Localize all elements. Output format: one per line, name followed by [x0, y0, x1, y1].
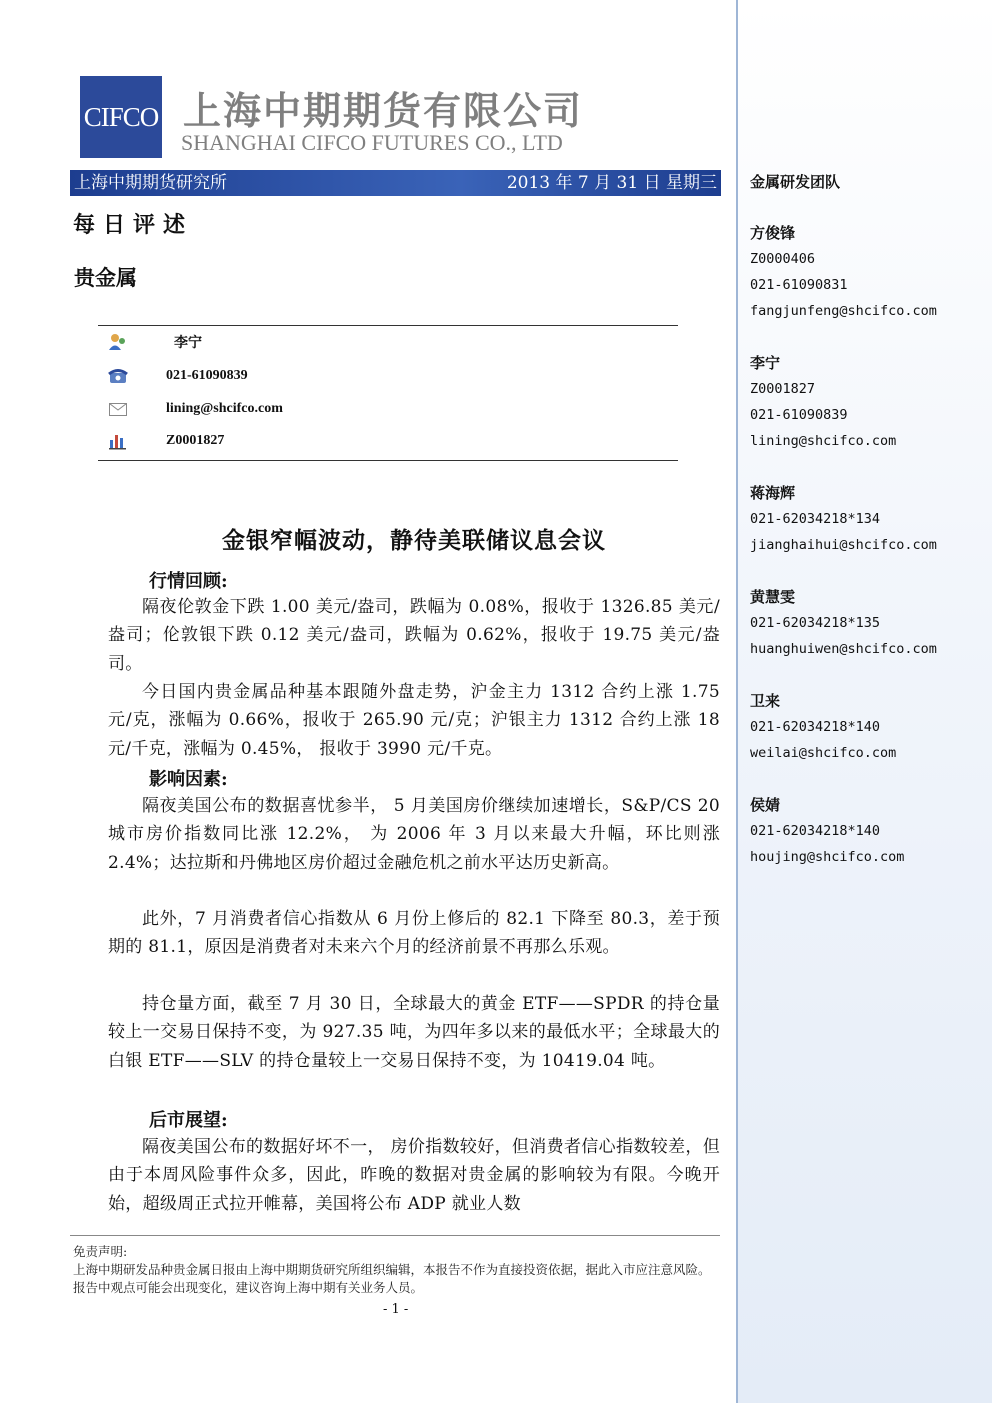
contact-card — [750, 584, 937, 662]
disclaimer-text: 上海中期研发品种贵金属日报由上海中期期货研究所组织编辑，本报告不作为直接投资依据，据此入市应注意风险。报告中观点可能会出现变化，建议咨询上海中期有关业务人员。 — [73, 1262, 711, 1295]
report-date: 2013 年 7 月 31 日 星期三 — [506, 173, 717, 193]
contact-name: 李宁 — [750, 354, 781, 372]
contact-name: 卫来 — [750, 692, 781, 710]
envelope-icon — [108, 400, 128, 418]
author-email-row — [108, 399, 283, 419]
person-icon — [108, 333, 128, 351]
author-box — [98, 325, 678, 461]
contact-card — [750, 480, 937, 558]
logo-text: CIFCO — [83, 101, 159, 132]
contact-email[interactable]: fangjunfeng@shcifco.com — [750, 303, 937, 319]
author-name: 李宁 — [174, 336, 202, 351]
contact-phone: 021-62034218*134 — [750, 511, 881, 527]
company-name-en: SHANGHAI CIFCO FUTURES CO., LTD — [181, 130, 563, 155]
contact-license: Z0000406 — [750, 251, 816, 267]
footer-divider — [70, 1235, 720, 1236]
disclaimer-title: 免责声明: — [73, 1244, 128, 1259]
disclaimer — [73, 1243, 721, 1297]
outlook-paragraph-1: 隔夜美国公布的数据好坏不一， 房价指数较好，但消费者信心指数较差，但由于本周风险事件众多，因此，昨晚的数据对贵金属的影响较为有限。今晚开始，超级周正式拉开帷幕，美国将公布 ADP 就业人数 — [108, 1137, 720, 1214]
factors-paragraph-1: 隔夜美国公布的数据喜忧参半， 5 月美国房价继续加速增长，S&P/CS 20 城市房价指数同比涨 12.2%， 为 2006 年 3 月以来最大升幅，环比则涨 2.4%；达拉斯和丹佛地区房价超过金融危机之前水平达历史新高。 — [108, 796, 720, 873]
headline: 金银窄幅波动，静待美联储议息会议 — [222, 527, 606, 554]
contact-card — [750, 350, 896, 454]
contact-email[interactable]: lining@shcifco.com — [750, 433, 897, 449]
contact-phone: 021-62034218*140 — [750, 823, 881, 839]
team-title: 金属研发团队 — [750, 173, 841, 191]
report-type: 每日评述 — [73, 212, 194, 238]
author-email: lining@shcifco.com — [166, 401, 283, 416]
page-number: - 1 - — [383, 1302, 409, 1317]
factors-paragraph-2: 此外，7 月消费者信心指数从 6 月份上修后的 82.1 下降至 80.3，差于预期的 81.1，原因是消费者对未来六个月的经济前景不再那么乐观。 — [108, 909, 720, 958]
contact-email[interactable]: houjing@shcifco.com — [750, 849, 905, 865]
contact-card — [750, 792, 904, 870]
bar-chart-icon — [108, 432, 128, 450]
company-name-cn: 上海中期期货有限公司 — [183, 89, 584, 133]
report-category: 贵金属 — [74, 265, 137, 290]
institute-name: 上海中期期货研究所 — [74, 173, 227, 193]
author-phone: 021-61090839 — [166, 368, 248, 383]
contact-phone: 021-62034218*135 — [750, 615, 881, 631]
contact-card — [750, 220, 937, 324]
factors-heading: 影响因素: — [149, 769, 228, 790]
contact-phone: 021-61090839 — [750, 407, 848, 423]
review-heading: 行情回顾: — [149, 571, 228, 592]
author-license-row — [108, 431, 224, 451]
contact-name: 侯婧 — [750, 796, 781, 814]
contact-phone: 021-62034218*140 — [750, 719, 881, 735]
review-paragraph-1: 隔夜伦敦金下跌 1.00 美元/盎司，跌幅为 0.08%，报收于 1326.85 美元/盎司；伦敦银下跌 0.12 美元/盎司，跌幅为 0.62%，报收于 19.75 美元/盎司。 — [108, 597, 720, 674]
review-paragraph-2: 今日国内贵金属品种基本跟随外盘走势，沪金主力 1312 合约上涨 1.75 元/克，涨幅为 0.66%，报收于 265.90 元/克；沪银主力 1312 合约上涨 18 元/千克，涨幅为 0.45%， 报收于 3990 元/千克。 — [108, 682, 720, 759]
contact-email[interactable]: weilai@shcifco.com — [750, 745, 897, 761]
contact-name: 黄慧雯 — [750, 588, 796, 606]
contact-name: 蒋海辉 — [750, 484, 796, 502]
contact-card — [750, 688, 896, 766]
contact-phone: 021-61090831 — [750, 277, 848, 293]
contact-license: Z0001827 — [750, 381, 816, 397]
phone-icon — [108, 367, 128, 385]
contact-email[interactable]: jianghaihui@shcifco.com — [750, 537, 937, 553]
header-banner — [70, 170, 721, 196]
company-logo — [80, 76, 162, 158]
author-name-row — [108, 332, 202, 352]
author-phone-row — [108, 366, 248, 386]
factors-paragraph-3: 持仓量方面，截至 7 月 30 日，全球最大的黄金 ETF——SPDR 的持仓量较上一交易日保持不变，为 927.35 吨，为四年多以来的最低水平；全球最大的白银 ETF——SLV 的持仓量较上一交易日保持不变，为 10419.04 吨。 — [108, 994, 720, 1071]
author-license: Z0001827 — [166, 433, 225, 448]
contact-email[interactable]: huanghuiwen@shcifco.com — [750, 641, 937, 657]
team-sidebar — [736, 0, 992, 1403]
outlook-heading: 后市展望: — [149, 1110, 228, 1131]
contact-name: 方俊锋 — [750, 224, 796, 242]
